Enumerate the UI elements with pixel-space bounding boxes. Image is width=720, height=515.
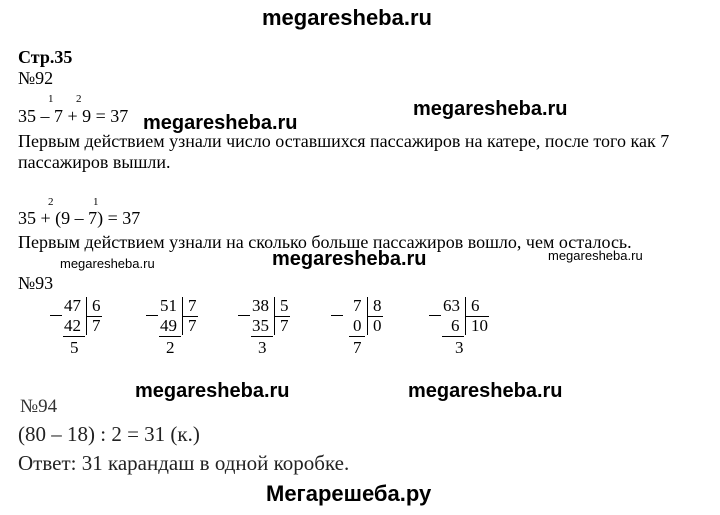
dividend: 47 (64, 296, 81, 315)
watermark: megaresheba.ru (143, 112, 298, 134)
task-92-number: №92 (18, 68, 54, 88)
divisor: 7 (188, 296, 197, 315)
task-92-explanation-2: Первым действием узнали на сколько больше пассажиров вошло, чем осталось. (18, 232, 632, 252)
long-division (48, 294, 118, 364)
subtrahend: 42 (64, 316, 81, 335)
divisor: 6 (92, 296, 101, 315)
minus-sign (50, 315, 62, 316)
divisor: 6 (471, 296, 480, 315)
subtrahend: 6 (451, 316, 460, 335)
remainder: 7 (353, 338, 362, 357)
task-92-explanation-1-cont: пассажиров вышли. (18, 152, 171, 172)
dividend: 51 (160, 296, 177, 315)
dividend: 38 (252, 296, 269, 315)
subtrahend: 49 (160, 316, 177, 335)
task-92-explanation-1: Первым действием узнали число оставшихся пассажиров на катере, после того как 7 (18, 131, 670, 151)
minus-sign (331, 315, 343, 316)
task-93-number: №93 (18, 273, 54, 293)
task-94-expression: (80 – 18) : 2 = 31 (к.) (18, 422, 200, 446)
subtract-line (442, 336, 464, 337)
watermark: megaresheba.ru (135, 380, 290, 402)
subtract-line (63, 336, 85, 337)
task-94-number: №94 (20, 396, 58, 417)
minus-sign (146, 315, 158, 316)
watermark: megaresheba.ru (408, 380, 563, 402)
order-mark: 2 (48, 196, 54, 208)
quotient: 7 (280, 316, 289, 335)
watermark-bottom: Мегарешеба.ру (266, 481, 432, 506)
divisor: 5 (280, 296, 289, 315)
watermark: megaresheba.ru (413, 98, 568, 120)
quotient: 0 (373, 316, 382, 335)
long-division (144, 294, 214, 364)
watermark: megaresheba.ru (272, 248, 427, 270)
long-division (427, 294, 507, 364)
subtract-line (251, 336, 273, 337)
quotient: 7 (92, 316, 101, 335)
watermark-top: megaresheba.ru (262, 5, 432, 30)
quotient: 10 (471, 316, 488, 335)
subtract-line (159, 336, 181, 337)
subtrahend: 35 (252, 316, 269, 335)
order-mark: 2 (76, 93, 82, 105)
task-92-expression-2: 35 + (9 – 7) = 37 (18, 208, 141, 228)
quotient: 7 (188, 316, 197, 335)
order-mark: 1 (48, 93, 54, 105)
task-92-expression-1: 35 – 7 + 9 = 37 (18, 106, 129, 126)
remainder: 3 (258, 338, 267, 357)
dividend: 63 (443, 296, 460, 315)
order-mark: 1 (93, 196, 99, 208)
watermark: megaresheba.ru (60, 256, 155, 271)
remainder: 3 (455, 338, 464, 357)
subtrahend: 0 (353, 316, 362, 335)
task-94-answer: Ответ: 31 карандаш в одной коробке. (18, 451, 350, 475)
minus-sign (429, 315, 441, 316)
page-number: Стр.35 (18, 47, 73, 67)
subtract-line (349, 336, 365, 337)
dividend: 7 (353, 296, 362, 315)
remainder: 5 (70, 338, 79, 357)
long-division (329, 294, 399, 364)
watermark: megaresheba.ru (548, 248, 643, 263)
remainder: 2 (166, 338, 175, 357)
minus-sign (238, 315, 250, 316)
long-division (236, 294, 306, 364)
divisor: 8 (373, 296, 382, 315)
